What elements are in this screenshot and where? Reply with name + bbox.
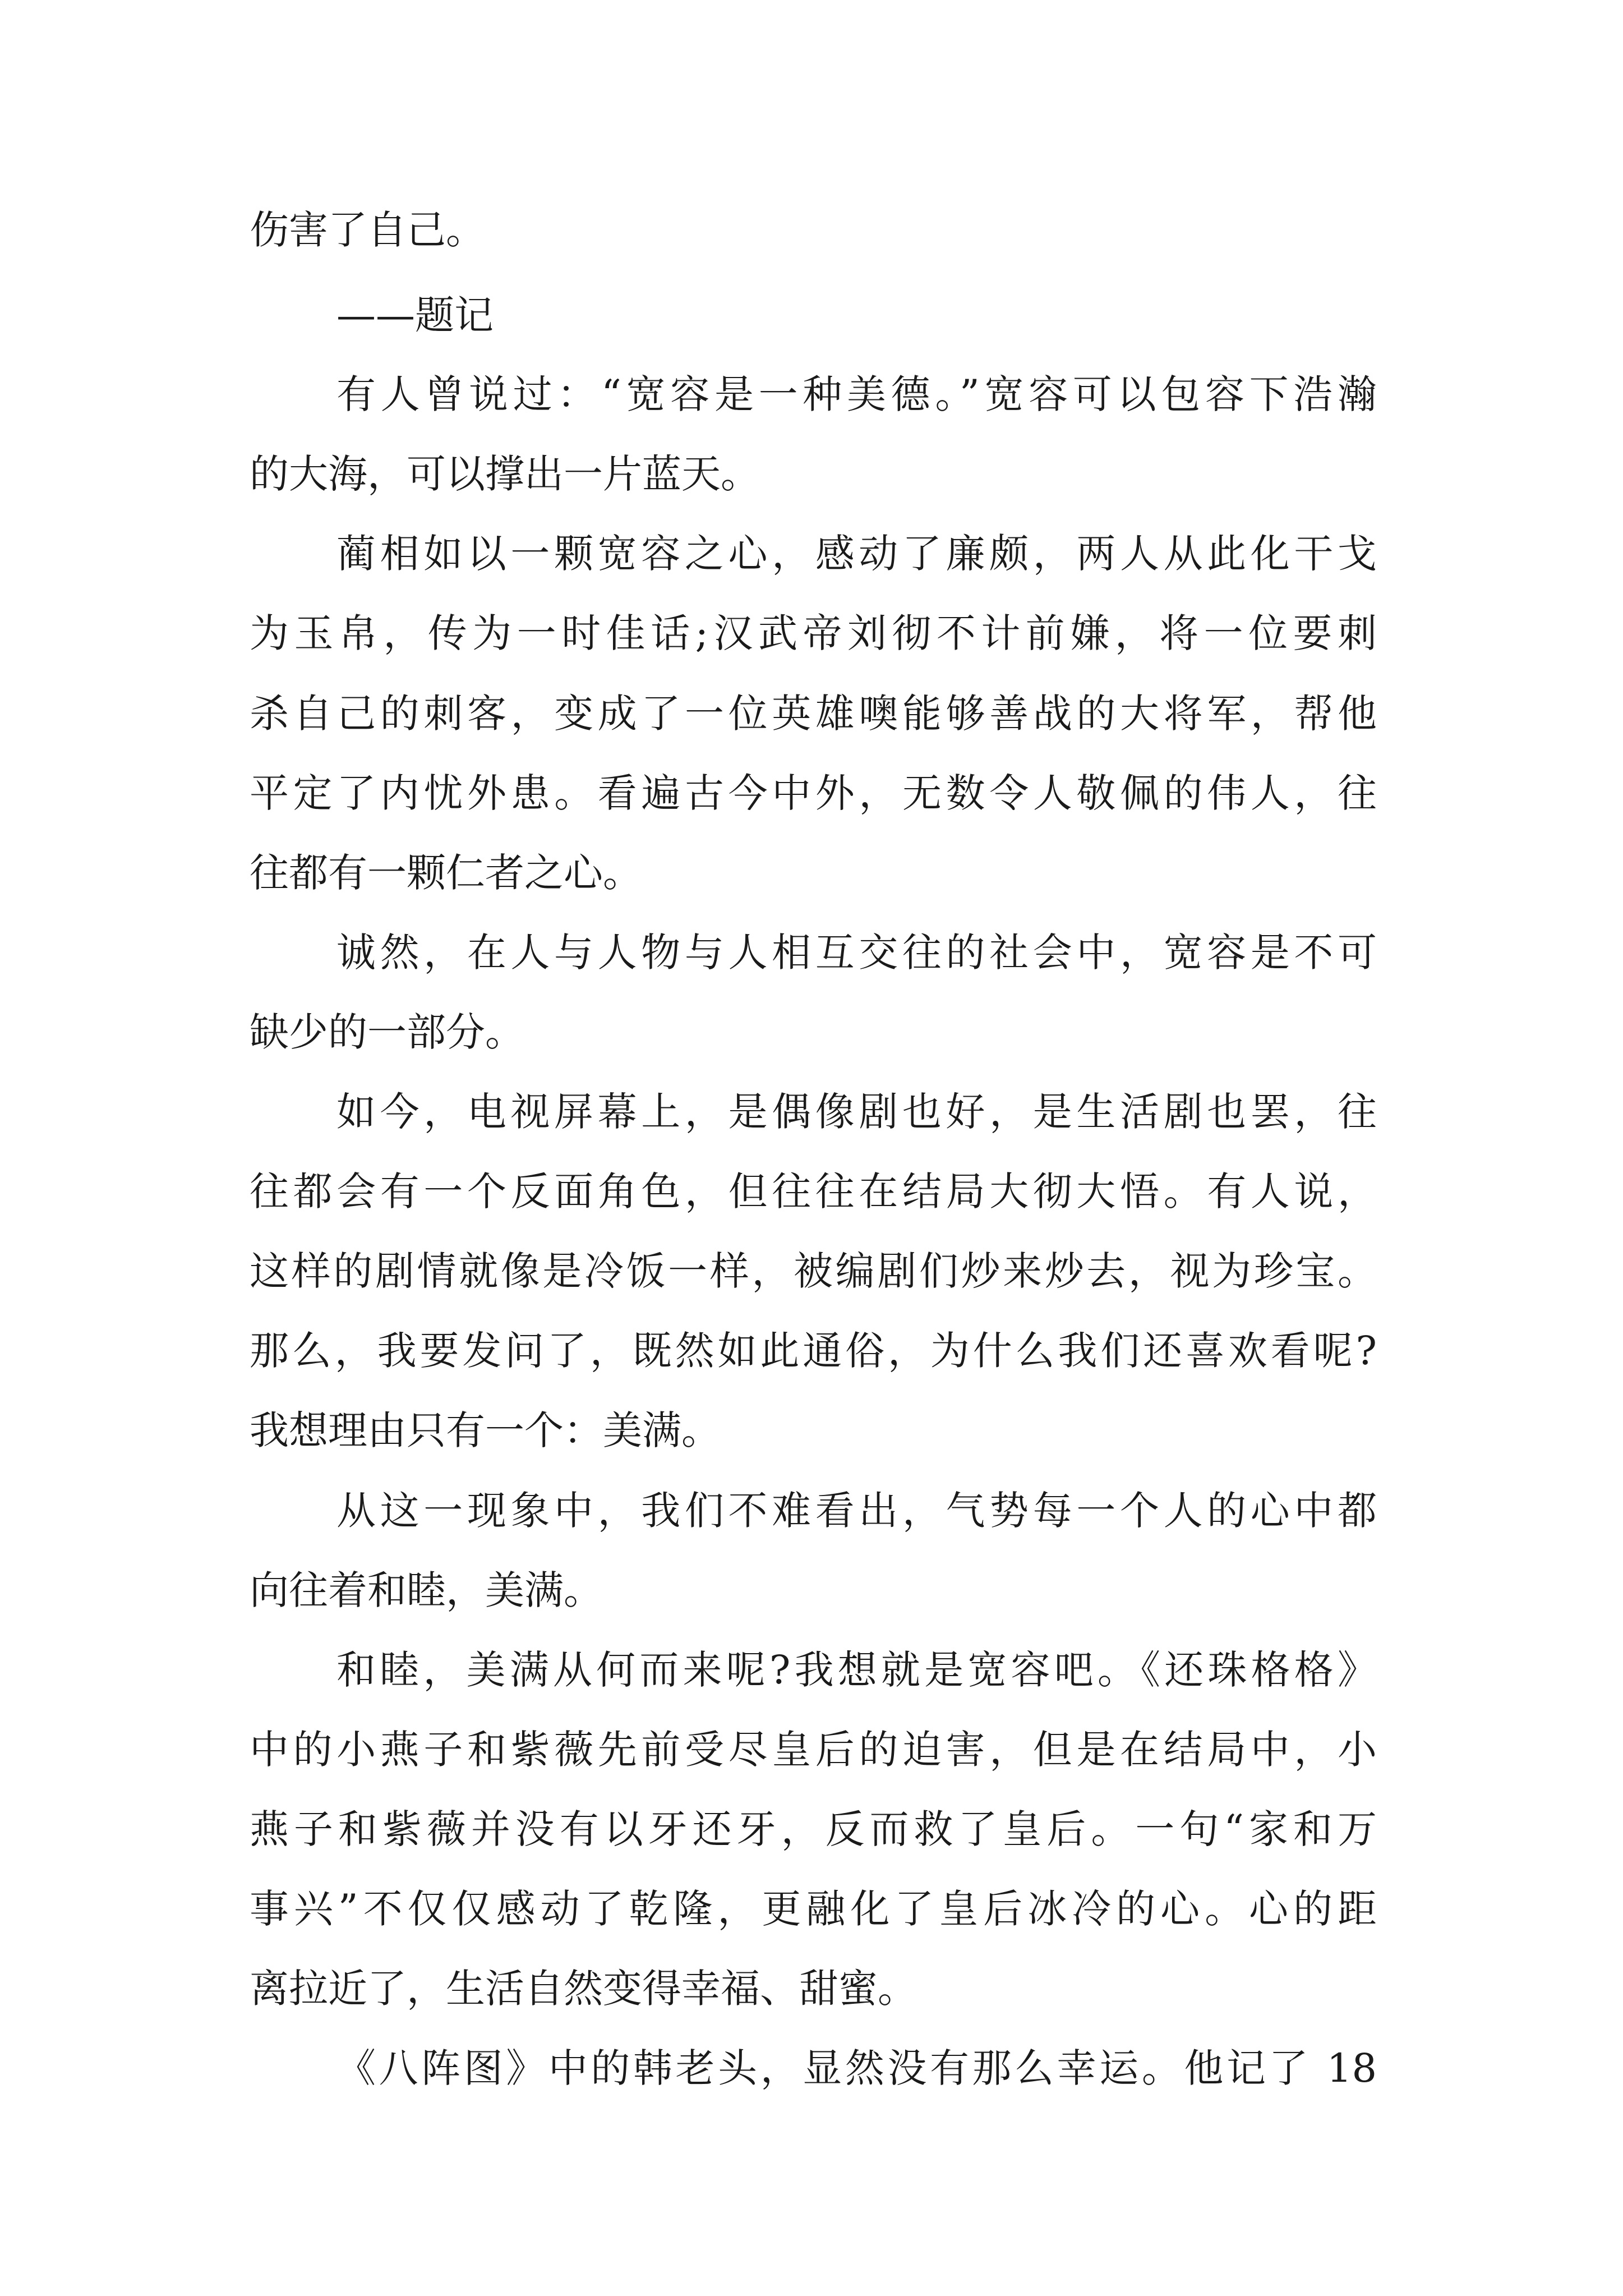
text-line-10: 诚然，在人与人物与人相互交往的社会中，宽容是不可 [336,930,1377,976]
text-line-14: 这样的剧情就像是冷饭一样，被编剧们炒来炒去，视为珍宝。 [250,1248,1377,1294]
text-line-18: 向往着和睦，美满。 [250,1567,603,1613]
text-line-6: 为玉帛，传为一时佳话;汉武帝刘彻不计前嫌，将一位要刺 [250,610,1377,656]
text-line-1: 伤害了自己。 [250,207,485,253]
text-line-5: 蔺相如以一颗宽容之心，感动了廉颇，两人从此化干戈 [336,531,1377,577]
text-line-19: 和睦，美满从何而来呢?我想就是宽容吧。《还珠格格》 [336,1647,1377,1693]
text-line-8: 平定了内忧外患。看遍古今中外，无数令人敬佩的伟人，往 [250,770,1377,816]
text-line-13: 往都会有一个反面角色，但往往在结局大彻大悟。有人说， [250,1168,1377,1214]
text-line-16: 我想理由只有一个：美满。 [250,1407,721,1453]
text-line-20: 中的小燕子和紫薇先前受尽皇后的迫害，但是在结局中，小 [250,1727,1377,1773]
text-line-23: 离拉近了，生活自然变得幸福、甜蜜。 [250,1966,917,2012]
text-line-24: 《八阵图》中的韩老头，显然没有那么幸运。他记了 18 [336,2045,1377,2091]
text-line-3: 有人曾说过：“宽容是一种美德。”宽容可以包容下浩瀚 [336,371,1377,417]
text-line-11: 缺少的一部分。 [250,1009,524,1055]
text-line-12: 如今，电视屏幕上，是偶像剧也好，是生活剧也罢，往 [336,1089,1377,1135]
text-line-7: 杀自己的刺客，变成了一位英雄噢能够善战的大将军，帮他 [250,691,1377,737]
text-line-17: 从这一现象中，我们不难看出，气势每一个人的心中都 [336,1488,1377,1534]
text-line-15: 那么，我要发问了，既然如此通俗，为什么我们还喜欢看呢? [250,1328,1377,1374]
text-line-9: 往都有一颗仁者之心。 [250,850,642,896]
epigraph-attribution: ——题记 [336,292,494,338]
text-line-4: 的大海，可以撑出一片蓝天。 [250,451,760,497]
text-line-22: 事兴”不仅仅感动了乾隆，更融化了皇后冰冷的心。心的距 [250,1886,1377,1932]
text-line-21: 燕子和紫薇并没有以牙还牙，反而救了皇后。一句“家和万 [250,1806,1377,1852]
